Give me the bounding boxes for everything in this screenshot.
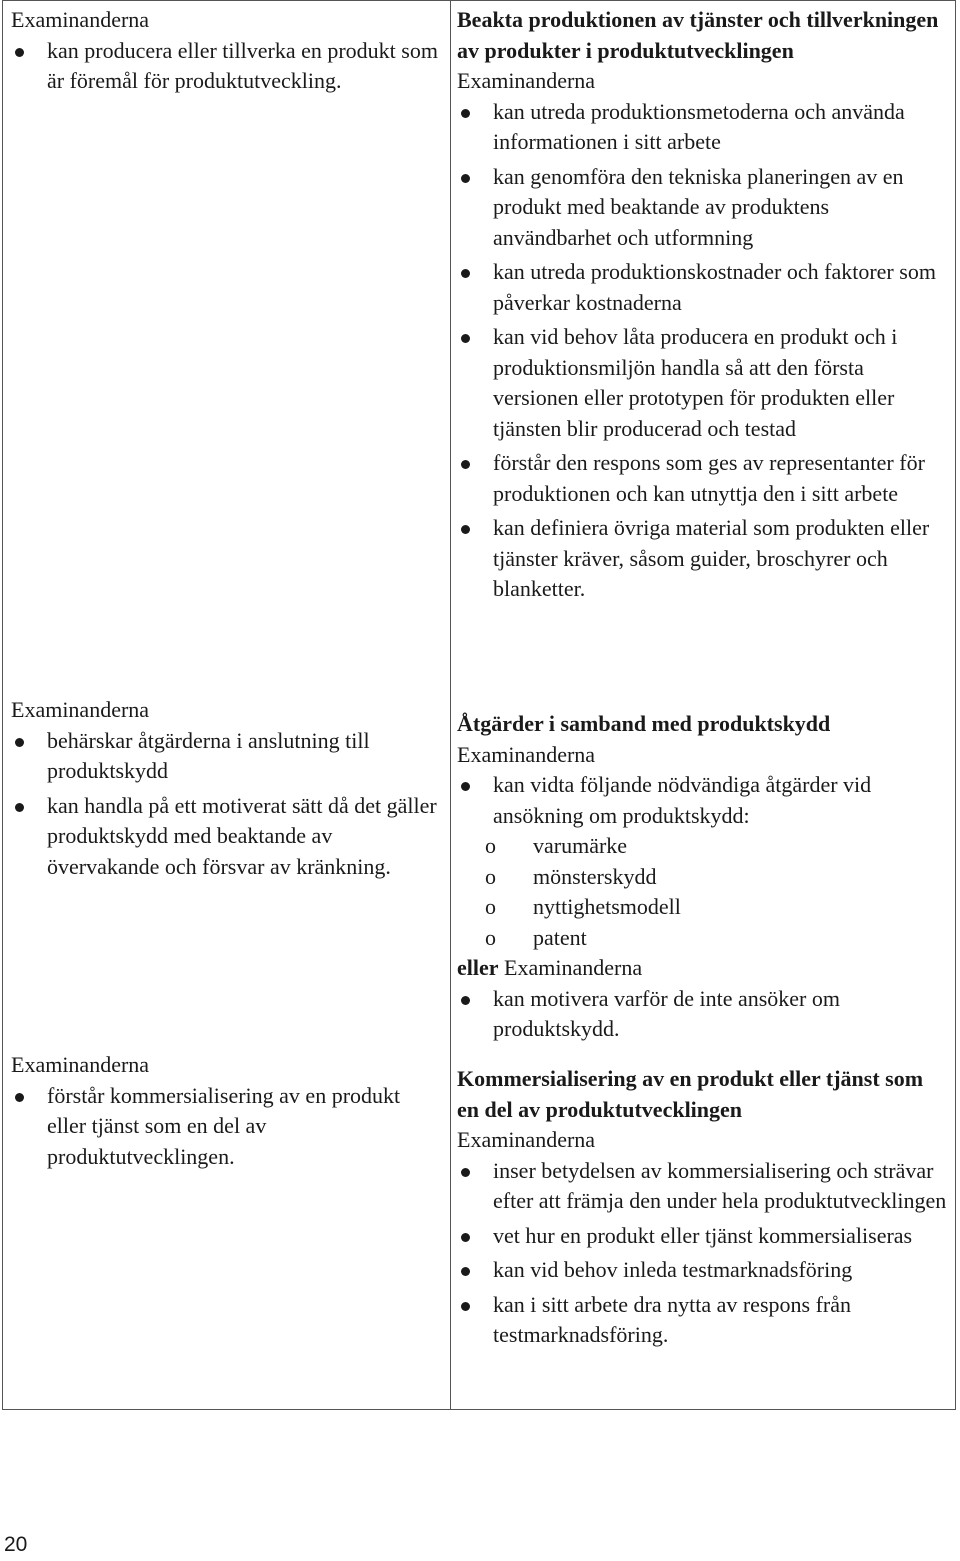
- bullet-icon: [15, 803, 24, 812]
- list-item: [457, 162, 949, 254]
- sub-list: [457, 831, 949, 953]
- list-item: [457, 1290, 949, 1351]
- item-text: inser betydelsen av kommersialisering och strävar efter att främja den under hela produktutvecklingen: [493, 1157, 947, 1213]
- sub-list-item: [485, 892, 949, 923]
- circle-bullet-icon: o: [485, 894, 496, 919]
- item-text: kan producera eller tillverka en produkt som är föremål för produktutveckling.: [47, 37, 438, 93]
- sub-item-text: mönsterskydd: [533, 863, 657, 889]
- right-column: [451, 1, 955, 1409]
- section-product-protection: [457, 709, 949, 1049]
- bullet-icon: [461, 174, 470, 183]
- list-item: [457, 984, 949, 1045]
- bullet-list: [11, 1081, 441, 1173]
- section-commercialization: [457, 1064, 949, 1355]
- bullet-icon: [461, 996, 470, 1005]
- bullet-list: [457, 984, 949, 1045]
- bullet-list: [457, 97, 949, 605]
- sub-list-item: [485, 862, 949, 893]
- item-text: kan utreda produktionsmetoderna och använda informationen i sitt arbete: [493, 98, 905, 154]
- bullet-icon: [461, 460, 470, 469]
- bullet-icon: [461, 334, 470, 343]
- bullet-icon: [461, 525, 470, 534]
- list-item: [457, 513, 949, 605]
- bullet-icon: [15, 738, 24, 747]
- bullet-icon: [15, 48, 24, 57]
- page-number: 20: [4, 1533, 28, 1556]
- item-text: kan vidta följande nödvändiga åtgärder vid ansökning om produktskydd:: [493, 772, 872, 828]
- block-lead: Examinanderna: [457, 1127, 596, 1152]
- bullet-list: [457, 1156, 949, 1351]
- sub-item-text: varumärke: [533, 833, 628, 858]
- list-item: [11, 36, 441, 97]
- bullet-icon: [461, 269, 470, 278]
- section-heading: Beakta produktionen av tjänster och tillverkningen av produkter i produktutvecklingen: [457, 7, 939, 63]
- block-lead: Examinanderna: [11, 697, 150, 722]
- list-item: [457, 1156, 949, 1217]
- item-text: förstår den respons som ges av representanter för produktionen och kan utnyttja den i sitt arbete: [493, 450, 925, 506]
- bullet-list: [11, 36, 441, 97]
- sub-list-item: [485, 923, 949, 954]
- bullet-icon: [461, 782, 470, 791]
- list-item: [457, 97, 949, 158]
- item-text: kan vid behov inleda testmarknadsföring: [493, 1257, 853, 1282]
- section-heading: Åtgärder i samband med produktskydd: [457, 711, 831, 736]
- bullet-icon: [461, 109, 470, 118]
- item-text: kan definiera övriga material som produkten eller tjänster kräver, såsom guider, broschyrer och blanketter.: [493, 515, 930, 601]
- block-lead: Examinanderna: [457, 68, 596, 93]
- list-item: [11, 791, 441, 883]
- bullet-icon: [15, 1093, 24, 1102]
- circle-bullet-icon: o: [485, 924, 496, 950]
- or-label: eller: [457, 955, 499, 980]
- block-lead: Examinanderna: [11, 1052, 150, 1077]
- list-item: [457, 257, 949, 318]
- alternative-line: [457, 953, 949, 984]
- bullet-list: [11, 726, 441, 883]
- left-block-3: [11, 1050, 441, 1176]
- block-lead: Examinanderna: [11, 7, 150, 32]
- item-text: kan i sitt arbete dra nytta av respons från testmarknadsföring.: [493, 1291, 851, 1347]
- left-block-1: [11, 5, 441, 101]
- list-item: [457, 1221, 949, 1252]
- circle-bullet-icon: o: [485, 863, 496, 889]
- bullet-icon: [461, 1168, 470, 1177]
- bullet-icon: [461, 1233, 470, 1242]
- criteria-table: [2, 0, 956, 1410]
- list-item: [11, 726, 441, 787]
- bullet-list: [457, 770, 949, 831]
- item-text: förstår kommersialisering av en produkt eller tjänst som en del av produktutvecklingen.: [47, 1082, 401, 1169]
- item-text: kan vid behov låta producera en produkt och i produktionsmiljön handla så att den första versionen eller prototypen för produkten eller tjänsten blir producerad och testad: [493, 324, 898, 441]
- sub-item-text: patent: [533, 924, 587, 950]
- item-text: kan genomföra den tekniska planeringen av en produkt med beaktande av produktens användbarhet och utformning: [493, 163, 904, 250]
- bullet-icon: [461, 1267, 470, 1276]
- item-text: kan handla på ett motiverat sätt då det gäller produktskydd med beaktande av övervakande och försvar av kränkning.: [47, 792, 437, 879]
- bullet-icon: [461, 1302, 470, 1311]
- list-item: [11, 1081, 441, 1173]
- item-text: vet hur en produkt eller tjänst kommersialiseras: [493, 1222, 913, 1248]
- left-column: [3, 1, 451, 1409]
- block-lead: Examinanderna: [457, 741, 596, 767]
- sub-item-text: nyttighetsmodell: [533, 894, 681, 919]
- list-item: [457, 770, 949, 831]
- section-production: [457, 5, 949, 609]
- circle-bullet-icon: o: [485, 833, 496, 858]
- item-text: kan motivera varför de inte ansöker om produktskydd.: [493, 985, 840, 1041]
- section-heading: Kommersialisering av en produkt eller tjänst som en del av produktutvecklingen: [457, 1066, 924, 1122]
- list-item: [457, 448, 949, 509]
- item-text: behärskar åtgärderna i anslutning till produktskydd: [47, 727, 370, 783]
- sub-list-item: [485, 831, 949, 862]
- item-text: kan utreda produktionskostnader och faktorer som påverkar kostnaderna: [493, 259, 936, 315]
- list-item: [457, 1255, 949, 1286]
- left-block-2: [11, 695, 441, 886]
- block-lead: Examinanderna: [504, 955, 643, 980]
- list-item: [457, 322, 949, 444]
